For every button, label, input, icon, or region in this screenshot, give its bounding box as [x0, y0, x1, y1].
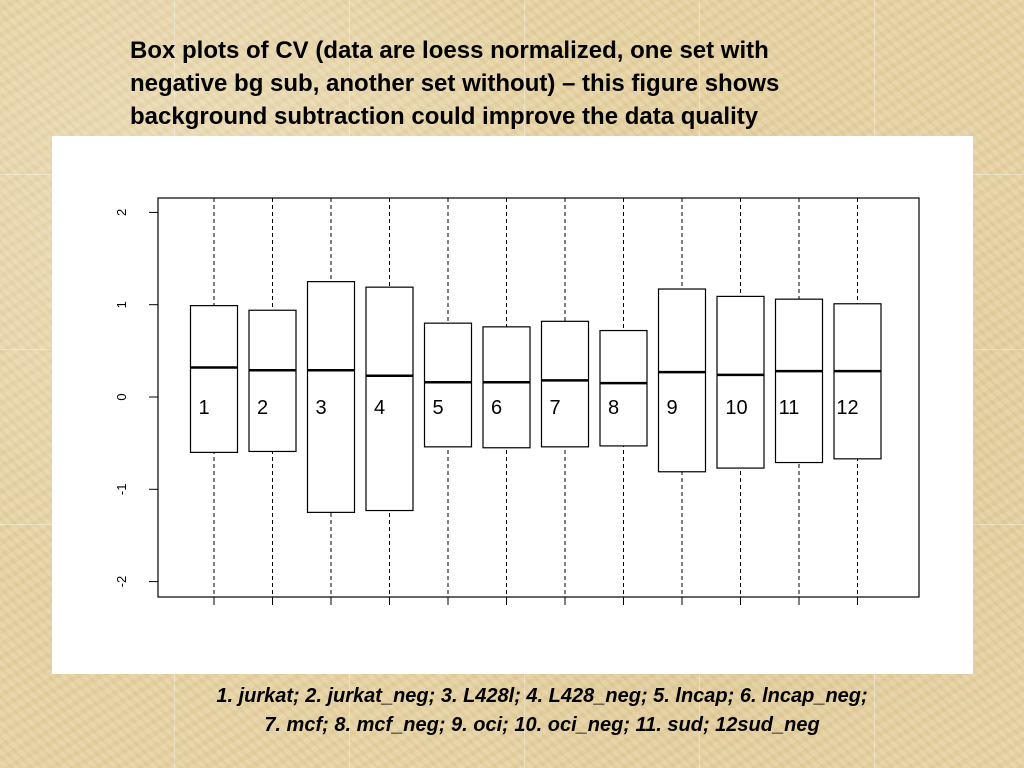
- box-label: 10: [725, 397, 748, 419]
- y-tick-label: 0: [114, 393, 129, 401]
- title-line: Box plots of CV (data are loess normalized, one set with: [130, 37, 769, 64]
- title-line: negative bg sub, another set without) – this figure shows: [130, 70, 780, 97]
- slide-title: [130, 34, 930, 133]
- caption-line: 7. mcf; 8. mcf_neg; 9. oci; 10. oci_neg; 11. sud; 12sud_neg: [264, 714, 820, 736]
- box-label: 1: [198, 397, 210, 419]
- title-line: background subtraction could improve the data quality: [130, 103, 759, 130]
- sample-legend-caption: [60, 682, 1024, 740]
- box-label: 2: [256, 397, 269, 419]
- box-1: [191, 306, 238, 453]
- box-label: 8: [607, 397, 620, 419]
- box-plot-chart: [52, 136, 973, 674]
- box-11: [776, 299, 823, 462]
- y-tick-label: -2: [114, 575, 129, 588]
- y-tick-label: -1: [114, 483, 129, 496]
- box-label: 12: [836, 397, 859, 419]
- box-label: 5: [432, 397, 444, 419]
- plot-panel: [52, 136, 973, 674]
- box-10: [717, 296, 764, 468]
- box-9: [659, 289, 706, 472]
- box-label: 11: [778, 397, 800, 419]
- box-2: [249, 310, 296, 451]
- box-5: [425, 323, 472, 447]
- box-12: [834, 304, 881, 459]
- y-tick-label: 1: [114, 301, 129, 309]
- box-label: 6: [490, 397, 503, 419]
- caption-line: 1. jurkat; 2. jurkat_neg; 3. L428l; 4. L428_neg; 5. lncap; 6. lncap_neg;: [216, 685, 868, 707]
- box-6: [483, 327, 530, 448]
- box-label: 7: [549, 397, 561, 419]
- box-8: [600, 331, 647, 446]
- box-label: 3: [315, 397, 327, 419]
- box-label: 4: [373, 397, 386, 419]
- box-label: 9: [666, 397, 678, 419]
- box-7: [542, 321, 589, 447]
- y-tick-label: 2: [114, 208, 129, 217]
